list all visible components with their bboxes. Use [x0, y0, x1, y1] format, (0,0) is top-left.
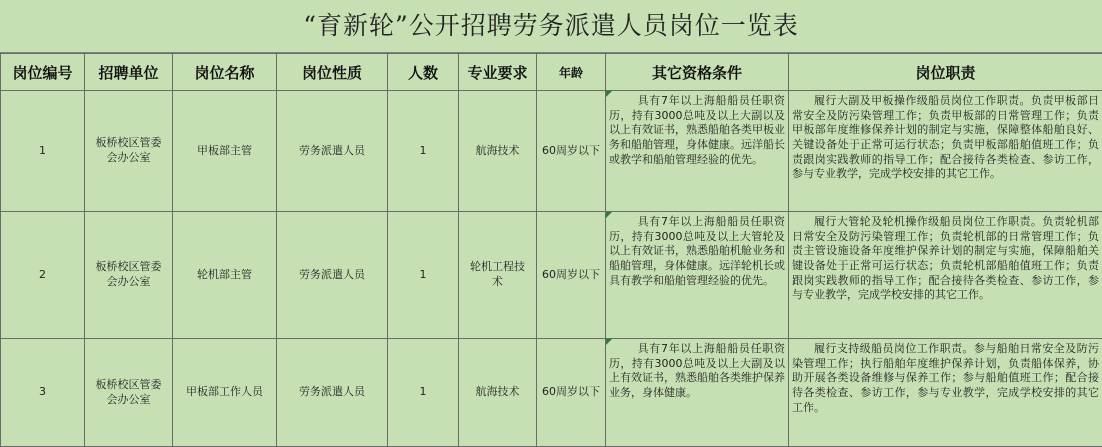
- cell-no: 3: [1, 339, 85, 447]
- cell-duties: [789, 212, 1102, 339]
- table-title: “育新轮”公开招聘劳务派遣人员岗位一览表: [0, 0, 1102, 53]
- cell-age: 60周岁以下: [537, 339, 606, 447]
- header-age: 年龄: [537, 54, 606, 91]
- cell-count: 1: [388, 212, 459, 339]
- duties-text: 履行支持级船员岗位工作职责。参与船舶日常安全及防污染管理工作；执行船舶年度维护保养计划，负责船体保养，协助开展各类设备维修与保养工作；参与船舶值班工作；配合接待各类检查、参访工作，参与专业教学，完成学校安排的其它工作。: [792, 342, 1099, 415]
- cell-position: 轮机部主管: [173, 212, 277, 339]
- cell-unit: 板桥校区管委会办公室: [85, 91, 173, 212]
- cell-nature: 劳务派遣人员: [277, 91, 388, 212]
- cell-age: 60周岁以下: [537, 91, 606, 212]
- header-major: 专业要求: [459, 54, 537, 91]
- header-count: 人数: [388, 54, 459, 91]
- cell-unit: 板桥校区管委会办公室: [85, 212, 173, 339]
- positions-table: [0, 53, 1102, 447]
- cell-count: 1: [388, 91, 459, 212]
- header-duties: 岗位职责: [789, 54, 1102, 91]
- cell-no: 1: [1, 91, 85, 212]
- header-conditions: 其它资格条件: [606, 54, 789, 91]
- conditions-text: 具有7年以上海船船员任职资历，持有3000总吨及以上大管轮及以上有效证书，熟悉船舶机舱业务和船舶管理，身体健康。远洋轮机长或具有教学和船舶管理经验的优先。: [609, 215, 785, 288]
- cell-nature: 劳务派遣人员: [277, 339, 388, 447]
- header-position: 岗位名称: [173, 54, 277, 91]
- cell-duties: [789, 91, 1102, 212]
- cell-age: 60周岁以下: [537, 212, 606, 339]
- header-row: [1, 54, 1102, 91]
- cell-duties: [789, 339, 1102, 447]
- cell-major: 航海技术: [459, 339, 537, 447]
- cell-position: 甲板部工作人员: [173, 339, 277, 447]
- comment-marker: [606, 212, 612, 218]
- header-no: 岗位编号: [1, 54, 85, 91]
- cell-position: 甲板部主管: [173, 91, 277, 212]
- cell-conditions: [606, 91, 789, 212]
- header-nature: 岗位性质: [277, 54, 388, 91]
- cell-conditions: [606, 212, 789, 339]
- cell-nature: 劳务派遣人员: [277, 212, 388, 339]
- table-row: [1, 91, 1102, 212]
- cell-unit: 板桥校区管委会办公室: [85, 339, 173, 447]
- duties-text: 履行大副及甲板操作级船员岗位工作职责。负责甲板部日常安全及防污染管理工作；负责甲板部的日常管理工作；负责甲板部年度维修保养计划的制定与实施，保障整体船舶良好、关键设备处于正常可运行状态；负责甲板部船舶值班工作；负责跟岗实践教师的指导工作；配合接待各类检查、参访工作，参与专业教学，完成学校安排的其它工作。: [792, 94, 1099, 182]
- cell-no: 2: [1, 212, 85, 339]
- header-unit: 招聘单位: [85, 54, 173, 91]
- comment-marker: [606, 339, 612, 345]
- cell-major: 轮机工程技术: [459, 212, 537, 339]
- cell-major: 航海技术: [459, 91, 537, 212]
- conditions-text: 具有7年以上海船船员任职资历，持有3000总吨及以上大副及以上有效证书，熟悉船舶各类维护保养业务，身体健康。: [609, 342, 785, 401]
- duties-text: 履行大管轮及轮机操作级船员岗位工作职责。负责轮机部日常安全及防污染管理工作；负责轮机部的日常管理工作；负责主管设施设备年度维护保养计划的制定与实施，保障船舶关键设备处于正常可运行状态；负责轮机部船舶值班工作；负责跟岗实践教师的指导工作；配合接待各类检查、参访工作，参与专业教学，完成学校安排的其它工作。: [792, 215, 1099, 303]
- table-row: [1, 212, 1102, 339]
- cell-count: 1: [388, 339, 459, 447]
- cell-conditions: [606, 339, 789, 447]
- comment-marker: [606, 91, 612, 97]
- table-row: [1, 339, 1102, 447]
- conditions-text: 具有7年以上海船船员任职资历，持有3000总吨及以上大副以及以上有效证书，熟悉船舶各类甲板业务和船舶管理，身体健康。远洋船长或教学和船舶管理经验的优先。: [609, 94, 785, 167]
